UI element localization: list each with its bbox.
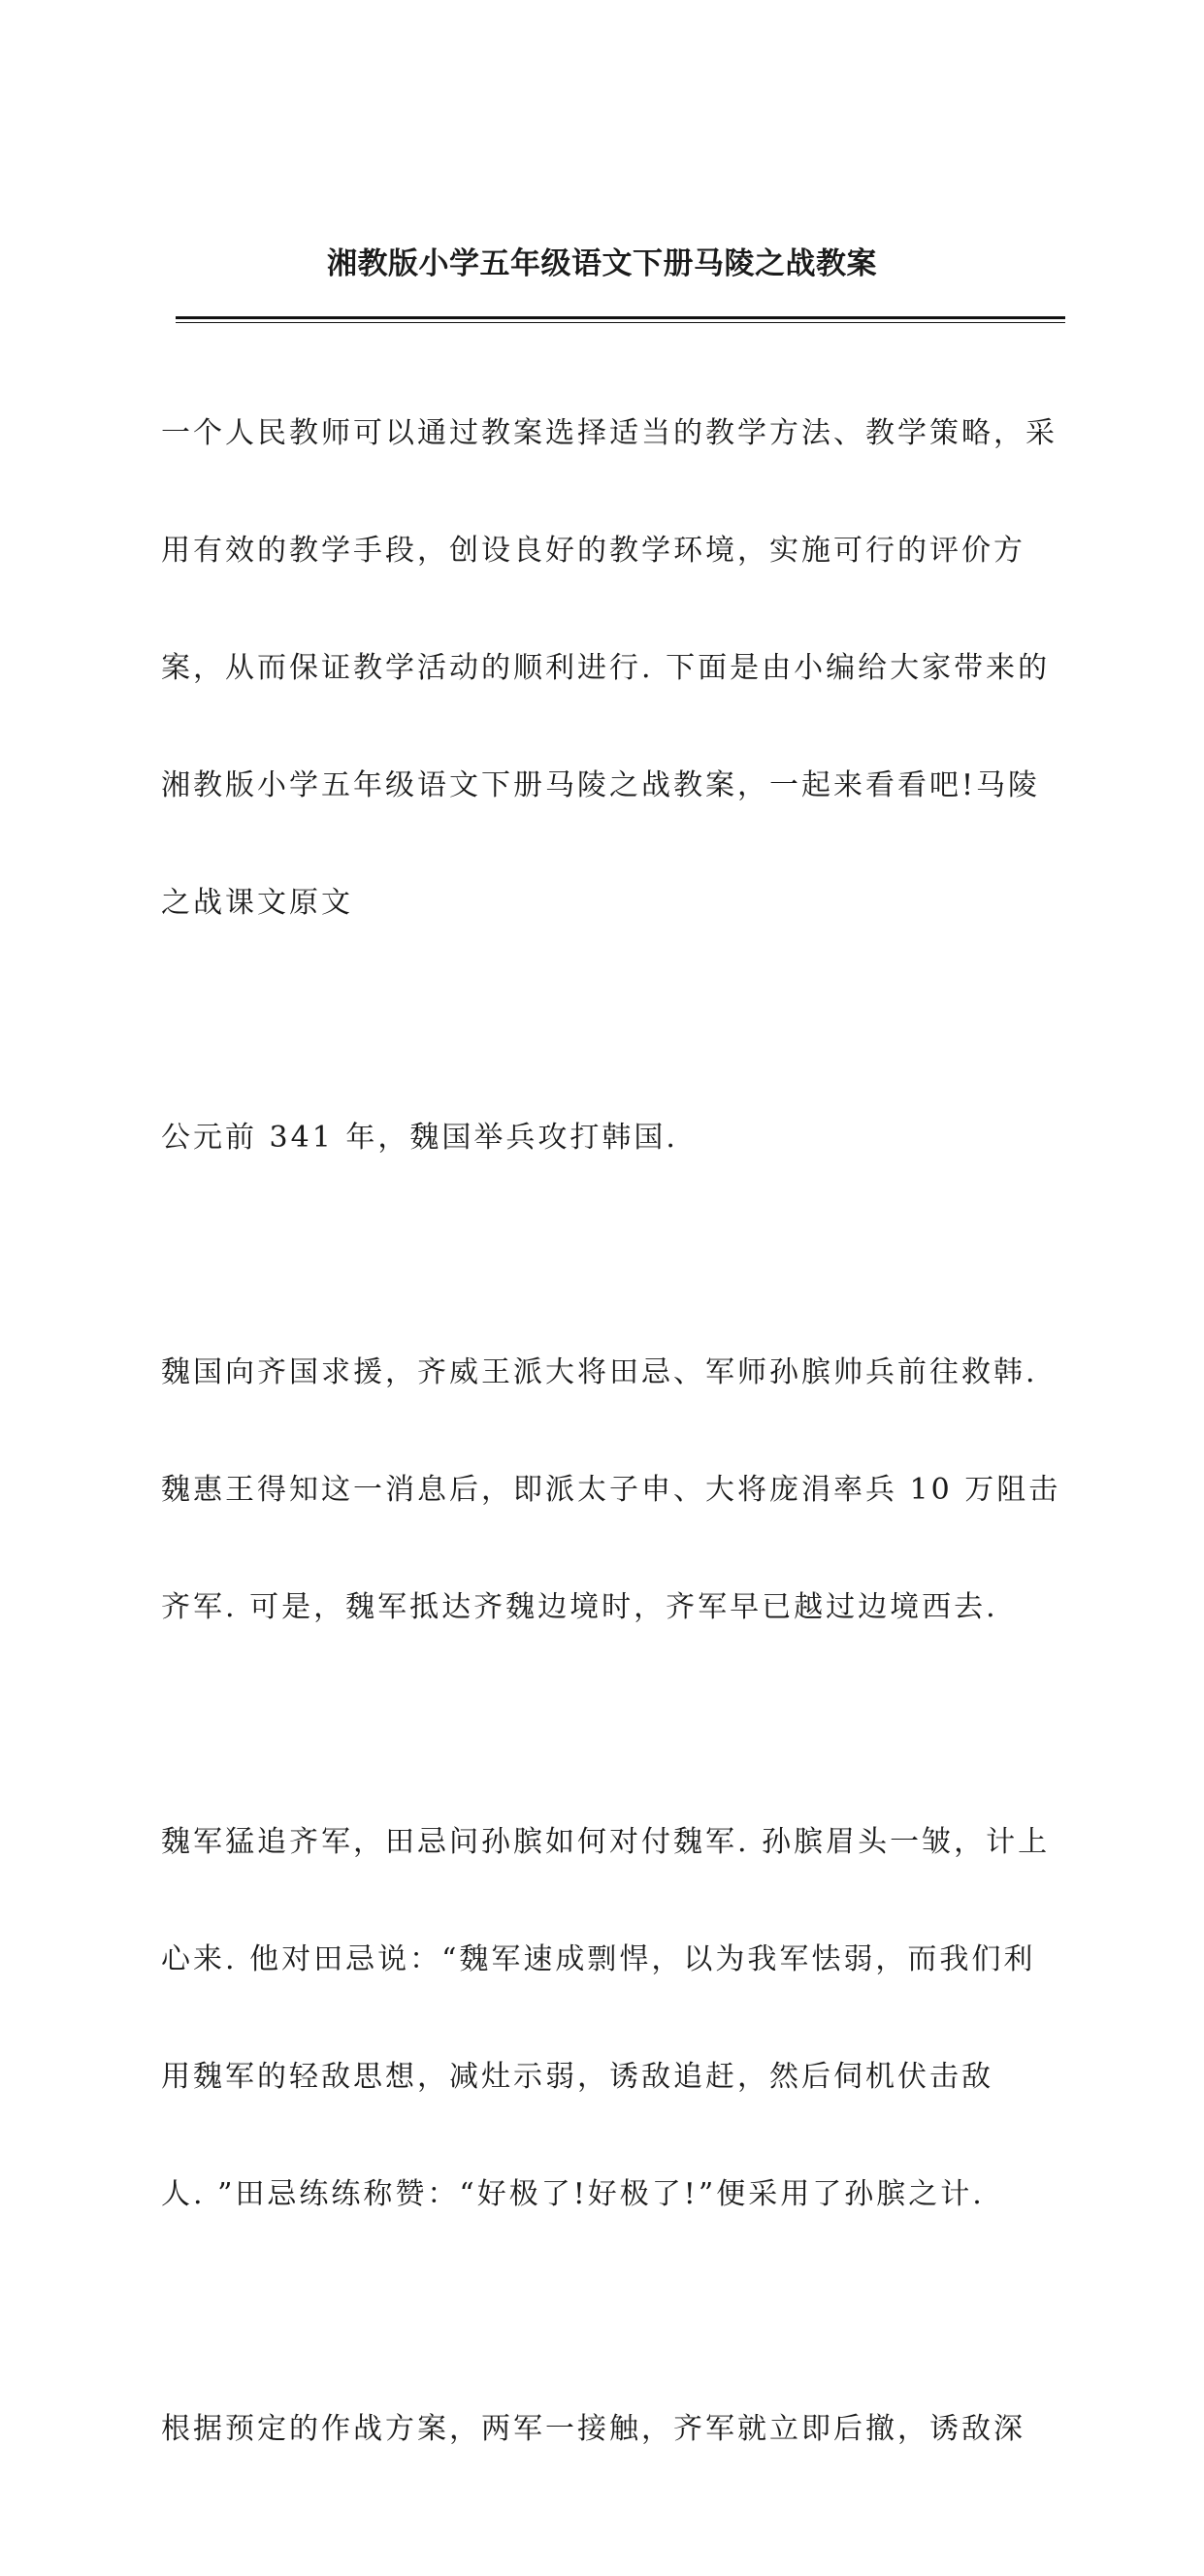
text-line: 齐军. 可是，魏军抵达齐魏边境时，齐军早已越过边境西去.	[161, 1589, 998, 1624]
text-line: 案，从而保证教学活动的顺利进行. 下面是由小编给大家带来的	[161, 650, 1051, 685]
paragraph-aid-request	[161, 1285, 1063, 1696]
paragraph-intro	[161, 345, 1063, 992]
text-line: 魏军猛追齐军，田忌问孙膑如何对付魏军. 孙膑眉头一皱，计上	[161, 1824, 1051, 1859]
text-line: 湘教版小学五年级语文下册马陵之战教案，一起来看看吧!马陵	[161, 767, 1041, 802]
paragraph-battle-plan	[161, 2341, 1063, 2518]
title-divider-thin	[176, 322, 1065, 323]
text-line: 人. ”田忌练练称赞：“好极了!好极了!”便采用了孙膑之计.	[161, 2176, 985, 2211]
text-line: 用魏军的轻敌思想，减灶示弱，诱敌追赶，然后伺机伏击敌	[161, 2059, 993, 2094]
text-line: 魏惠王得知这一消息后，即派太子申、大将庞涓率兵 10 万阻击	[161, 1472, 1061, 1507]
document-body	[161, 345, 1063, 2576]
paragraph-year	[161, 1050, 1063, 1226]
page-title: 湘教版小学五年级语文下册马陵之战教案	[327, 246, 877, 281]
text-line: 公元前 341 年，魏国举兵攻打韩国.	[161, 1120, 678, 1155]
paragraph-strategy	[161, 1754, 1063, 2283]
title-divider	[176, 316, 1065, 319]
text-line: 用有效的教学手段，创设良好的教学环境，实施可行的评价方	[161, 533, 1025, 568]
text-line: 根据预定的作战方案，两军一接触，齐军就立即后撤，诱敌深	[161, 2411, 1025, 2446]
text-line: 魏国向齐国求援，齐威王派大将田忌、军师孙膑帅兵前往救韩.	[161, 1354, 1038, 1389]
text-line: 之战课文原文	[161, 885, 353, 920]
text-line: 心来. 他对田忌说：“魏军速成剽悍，以为我军怯弱，而我们利	[161, 1941, 1036, 1976]
text-line: 一个人民教师可以通过教案选择适当的教学方法、教学策略，采	[161, 415, 1058, 450]
